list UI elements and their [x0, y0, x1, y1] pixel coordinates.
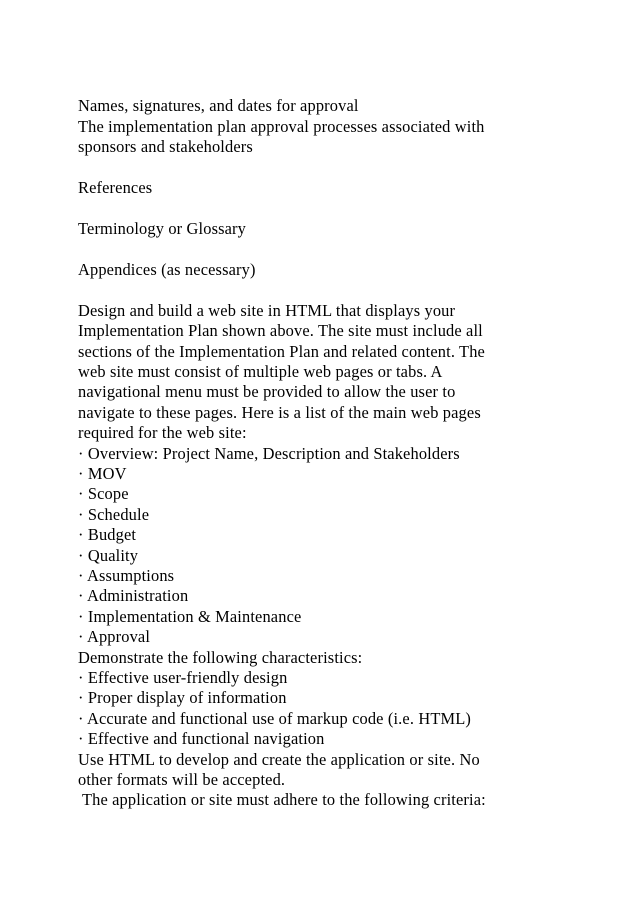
list-item: · Overview: Project Name, Description and Stakeholders — [78, 444, 460, 463]
section-heading-references: References — [78, 178, 153, 197]
text-line: Implementation Plan shown above. The site must include all — [78, 321, 483, 340]
list-item: · Quality — [78, 546, 139, 565]
list-item: · Effective and functional navigation — [78, 729, 325, 748]
list-item: · Approval — [78, 627, 151, 646]
list-item: · Assumptions — [78, 566, 175, 585]
text-line: other formats will be accepted. — [78, 770, 286, 789]
text-line: sections of the Implementation Plan and related content. The — [78, 342, 485, 361]
list-item: · Scope — [78, 484, 129, 503]
text-line: navigational menu must be provided to allow the user to — [78, 382, 456, 401]
list-item: · Proper display of information — [78, 688, 287, 707]
text-line: Design and build a web site in HTML that displays your — [78, 301, 456, 320]
text-line: The implementation plan approval processes associated with — [78, 117, 485, 136]
list-item: · Accurate and functional use of markup code (i.e. HTML) — [78, 709, 471, 728]
list-item: · Schedule — [78, 505, 150, 524]
list-item: · Implementation & Maintenance — [78, 607, 302, 626]
list-item: · Budget — [78, 525, 137, 544]
text-line: web site must consist of multiple web pages or tabs. A — [78, 362, 443, 381]
text-line: required for the web site: — [78, 423, 247, 442]
text-line: sponsors and stakeholders — [78, 137, 253, 156]
list-item: · Administration — [78, 586, 189, 605]
text-line: navigate to these pages. Here is a list of the main web pages — [78, 403, 481, 422]
section-heading-appendices: Appendices (as necessary) — [78, 260, 256, 279]
text-line: Use HTML to develop and create the application or site. No — [78, 750, 480, 769]
list-item: · Effective user-friendly design — [78, 668, 288, 687]
list-item: · MOV — [78, 464, 127, 483]
text-line: Names, signatures, and dates for approval — [78, 96, 359, 115]
text-line: The application or site must adhere to the following criteria: — [78, 790, 486, 809]
section-heading-glossary: Terminology or Glossary — [78, 219, 247, 238]
text-line: Demonstrate the following characteristics: — [78, 648, 363, 667]
